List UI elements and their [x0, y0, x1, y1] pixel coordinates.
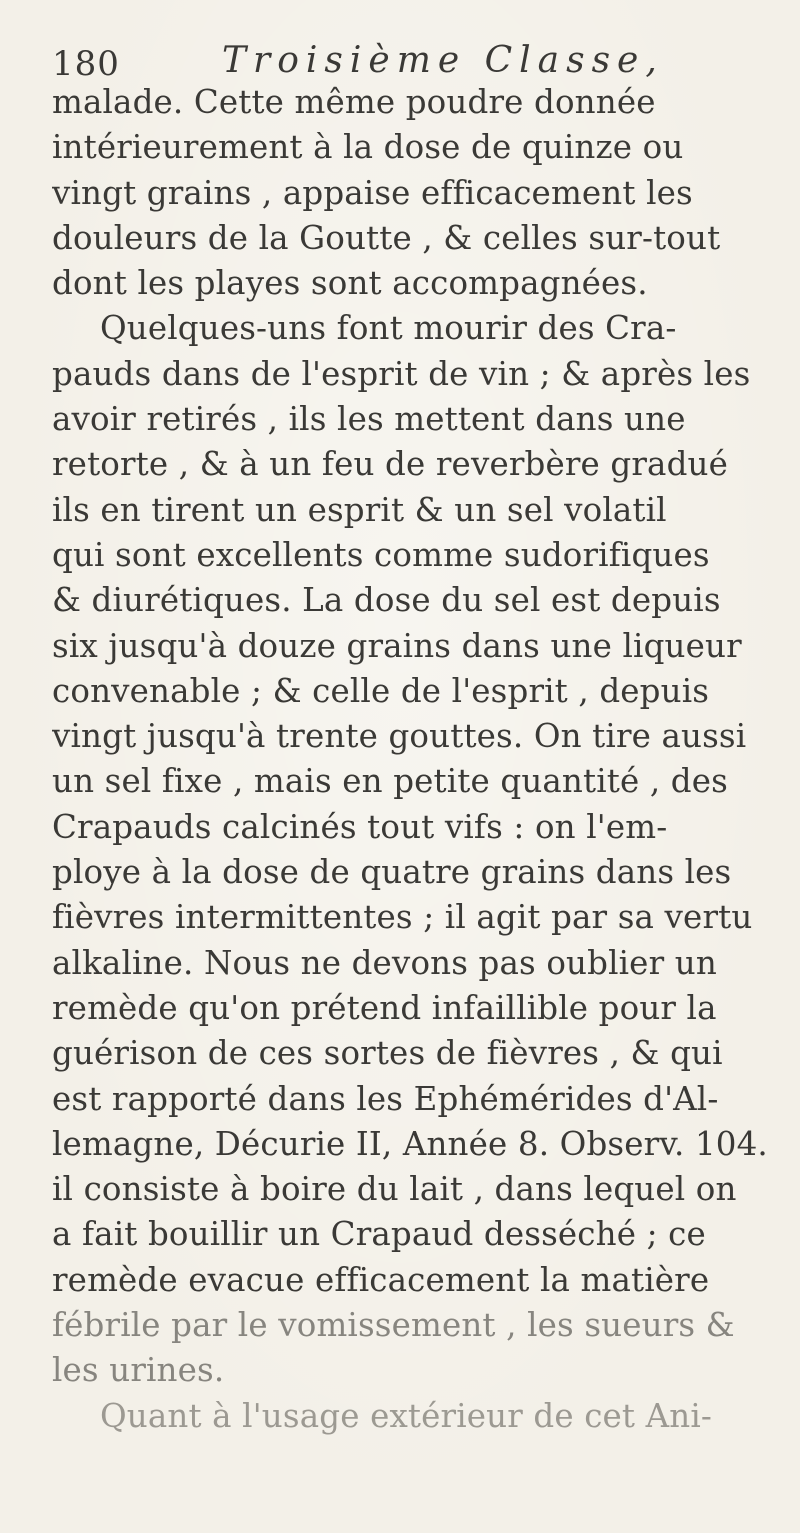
text-line: les urines.: [52, 1351, 225, 1390]
text-line: vingt grains , appaise efficacement les: [52, 173, 693, 212]
text-line: & diurétiques. La dose du sel est depuis: [52, 581, 721, 620]
page-number: 180: [52, 44, 120, 84]
text-line: remède qu'on prétend infaillible pour la: [52, 988, 717, 1027]
text-line: ils en tirent un esprit & un sel volatil: [52, 490, 667, 529]
text-line: alkaline. Nous ne devons pas oublier un: [52, 943, 717, 982]
text-line: remède evacue efficacement la matière: [52, 1260, 710, 1299]
running-head: Troisième Classe,: [222, 40, 664, 81]
text-line: un sel fixe , mais en petite quantité , des: [52, 762, 728, 801]
text-line: a fait bouillir un Crapaud desséché ; ce: [52, 1215, 706, 1254]
text-line: qui sont excellents comme sudorifiques: [52, 535, 710, 574]
paragraph-start-line: Quant à l'usage extérieur de cet Ani-: [100, 1396, 713, 1435]
text-line: est rapporté dans les Ephémérides d'Al-: [52, 1079, 719, 1118]
text-line: ploye à la dose de quatre grains dans les: [52, 853, 732, 892]
text-line: douleurs de la Goutte , & celles sur-tout: [52, 218, 721, 257]
text-line: vingt jusqu'à trente gouttes. On tire aussi: [52, 717, 747, 756]
text-line: fièvres intermittentes ; il agit par sa vertu: [52, 898, 753, 937]
text-line: intérieurement à la dose de quinze ou: [52, 128, 684, 167]
text-line: fébrile par le vomissement , les sueurs &: [52, 1306, 735, 1345]
text-line: guérison de ces sortes de fièvres , & qui: [52, 1034, 723, 1073]
text-line: dont les playes sont accompagnées.: [52, 264, 648, 303]
text-line: lemagne, Décurie II, Année 8. Observ. 104.: [52, 1124, 768, 1163]
text-line: retorte , & à un feu de reverbère gradué: [52, 445, 728, 484]
text-line: six jusqu'à douze grains dans une liqueur: [52, 626, 742, 665]
text-line: Crapauds calcinés tout vifs : on l'em-: [52, 807, 668, 846]
paragraph-start-line: Quelques-uns font mourir des Cra-: [100, 309, 677, 348]
body-text: [52, 80, 772, 1439]
text-line: pauds dans de l'esprit de vin ; & après les: [52, 354, 751, 393]
text-line: malade. Cette même poudre donnée: [52, 83, 656, 121]
text-line: convenable ; & celle de l'esprit , depuis: [52, 671, 710, 710]
text-line: avoir retirés , ils les mettent dans une: [52, 400, 686, 439]
text-line: il consiste à boire du lait , dans lequel on: [52, 1170, 737, 1209]
